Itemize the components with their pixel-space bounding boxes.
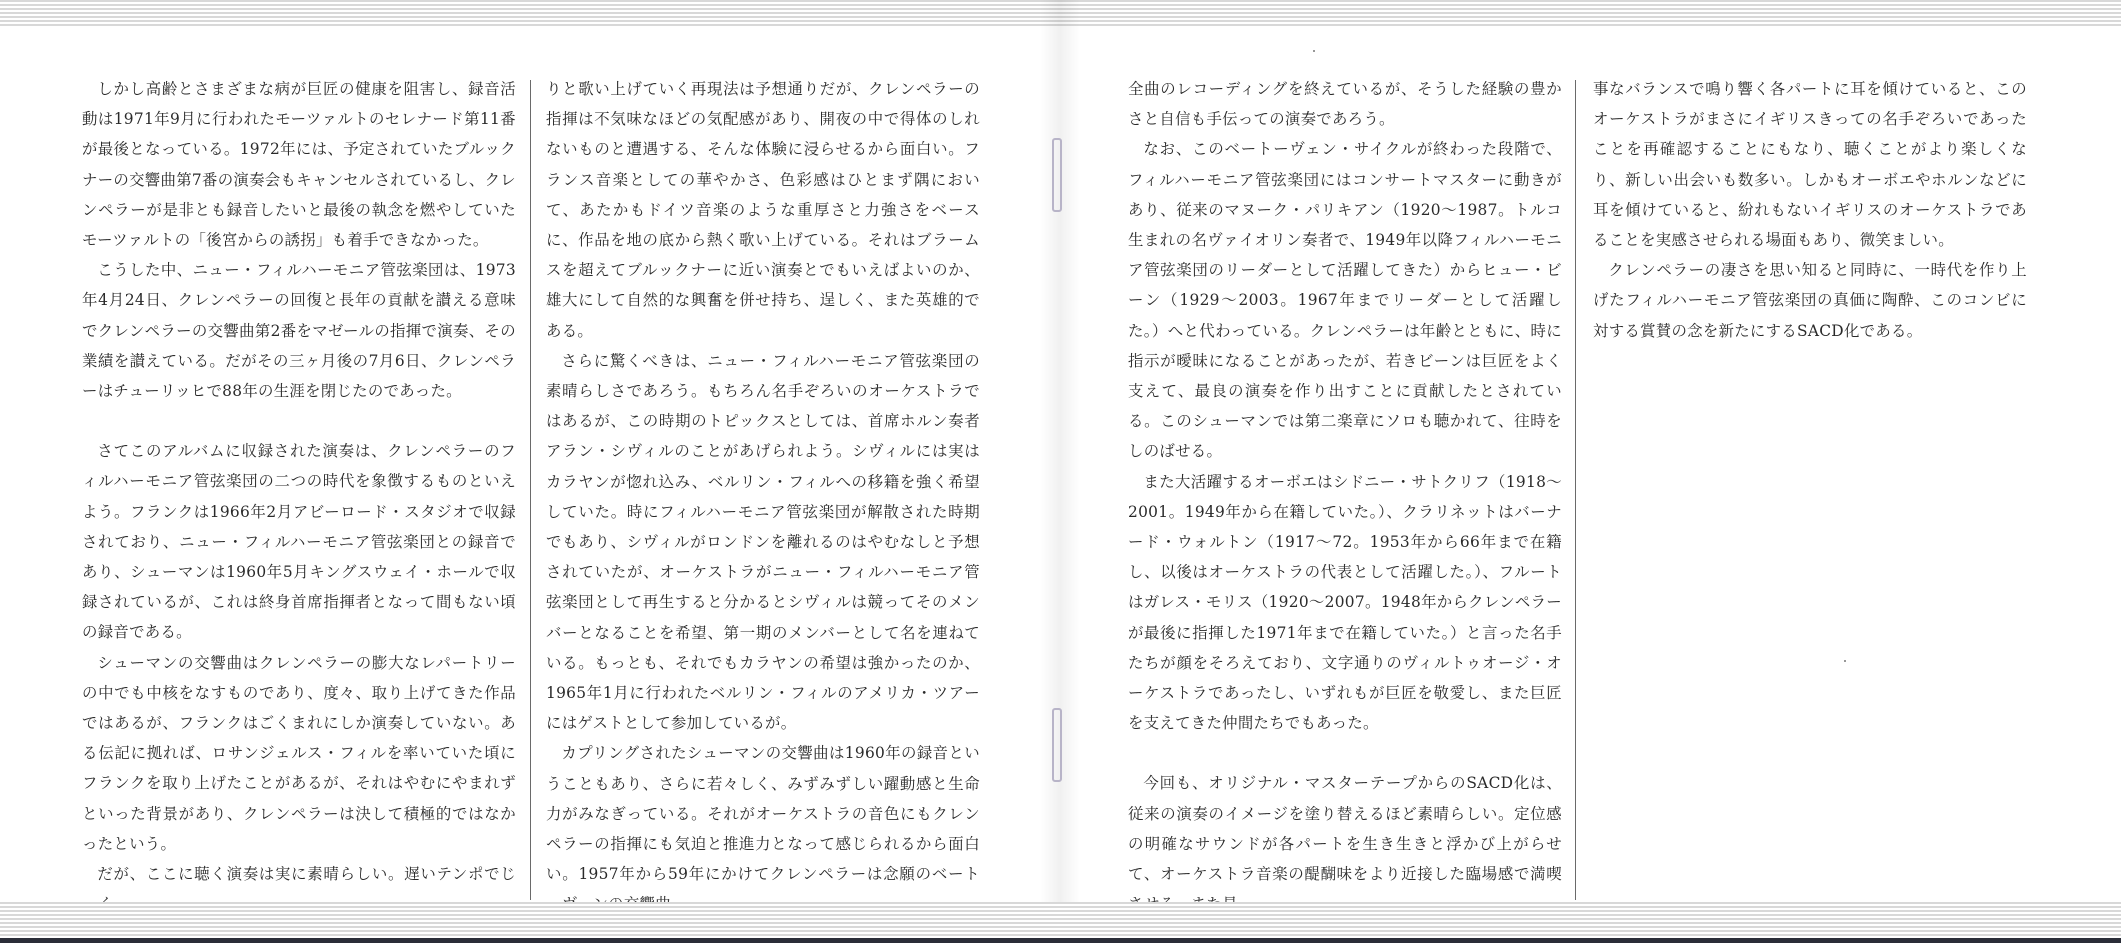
body-paragraph: こうした中、ニュー・フィルハーモニア管弦楽団は、1973年4月24日、クレンペラーの回復と長年の貢献を讃える意味でクレンペラーの交響曲第2番をマゼールの指揮で演奏、その業績を讃えている。だがその三ヶ月後の7月6日、クレンペラーはチューリッヒで88年の生涯を閉じたのであった。 bbox=[82, 261, 516, 401]
body-paragraph: 事なバランスで鳴り響く各パートに耳を傾けていると、このオーケストラがまさにイギリスきっての名手ぞろいであったことを再確認することにもなり、聴くことがより楽しくなり、新しい出会いも数多い。しかもオーボエやホルンなどに耳を傾けていると、紛れもないイギリスのオーケストラであることを実感させられる場面もあり、微笑ましい。 bbox=[1593, 80, 2027, 250]
bottom-stripe-band bbox=[0, 902, 2121, 938]
body-paragraph: カプリングされたシューマンの交響曲は1960年の録音ということもあり、さらに若々しく、みずみずしい躍動感と生命力がみなぎっている。それがオーケストラの音色にもクレンペラーの指揮にも気迫と推進力となって感じられるから面白い。1957年から59年にかけてクレンペラーは念願のベート bbox=[546, 744, 980, 884]
body-paragraph: なお、このベートーヴェン・サイクルが終わった段階で、フィルハーモニア管弦楽団にはコンサートマスターに動きがあり、従来のマヌーク・パリキアン（1920～1987。トルコ生まれの名ヴァイオリン奏者で、1949年以降フィルハーモニア管弦楽団のリーダーとして活躍してきた）からヒュー・ビーン（1929～2003。1967年までリーダーとして活躍した。）へと代わっている。クレンペラーは年齢とともに、時に指示が曖昧になることがあったが、若きビーンは巨匠をよく支えて、最良の演奏を作り出すことに貢献したとされている。このシューマンでは第二楽章にソロも聴かれて、往時をしのばせる。 bbox=[1128, 140, 1562, 461]
body-paragraph: 今回も、オリジナル・マスターテープからのSACD化は、従来の演奏のイメージを塗り替えるほど素晴らしい。定位感の明確なサウンドが各パートを生き生きと浮かび上がらせて、オーケストラ音楽の醍醐味をより近接した臨場感で満喫 bbox=[1128, 774, 1562, 884]
body-paragraph: しかし高齢とさまざまな病が巨匠の健康を阻害し、録音活動は1971年9月に行われたモーツァルトのセレナード第11番が最後となっている。1972年には、予定されていたブルックナーの交響曲第7番の演奏会もキャンセルされているし、クレンペラーが是非とも録音したいと最後の執念を燃やしていたモーツァルトの「後宮からの誘拐」も着手できなかった。 bbox=[82, 80, 516, 250]
bottom-edge bbox=[0, 938, 2121, 943]
paper-speck bbox=[1313, 50, 1315, 52]
body-paragraph: クレンペラーの凄さを思い知ると同時に、一時代を作り上げたフィルハーモニア管弦楽団の真価に陶酔、このコンビに対する賞賛の念を新たにするSACD化である。 bbox=[1593, 261, 2027, 340]
column-divider-left-page bbox=[530, 80, 531, 900]
text-column-3 bbox=[1128, 74, 1562, 884]
body-paragraph: シューマンの交響曲はクレンペラーの膨大なレパートリーの中でも中核をなすものであり、度々、取り上げてきた作品ではあるが、フランクはごくまれにしか演奏していない。ある伝記に拠れば、ロサンジェルス・フィルを率いていた頃にフランクを取り上げたことがあるが、それはやむにやまれずといった背景があり、クレンペラーは決して積極的ではなかったという。 bbox=[82, 653, 516, 853]
body-paragraph: さらに驚くべきは、ニュー・フィルハーモニア管弦楽団の素晴らしさであろう。もちろん名手ぞろいのオーケストラではあるが、この時期のトピックスとしては、首席ホルン奏者アラン・シヴィルのことがあげられよう。シヴィルには実はカラヤンが惚れ込み、ベルリン・フィルへの移籍を強く希望していた。時にフィルハーモニア管弦楽団が解散された時期でもあり、シヴィルがロンドンを離れるのはやむなしと予想されていたが、オーケストラがニュー・フィルハーモニア管弦楽団として再生すると分かるとシヴィルは競ってそのメンバーとなることを希望、第一期のメンバーとして名を連ねている。もっとも、それでもカラヤンの希望は強かったのか、1965年1月に行われたベルリン・フィルのアメリカ・ツアーにはゲストとして参加しているが。 bbox=[546, 351, 980, 733]
text-column-2 bbox=[546, 74, 980, 884]
body-paragraph: りと歌い上げていく再現法は予想通りだが、クレンペラーの指揮は不気味なほどの気配感があり、開夜の中で得体のしれないものと遭遇する、そんな体験に浸らせるから面白い。フランス音楽としての華やかさ、色彩感はひとまず隅において、あたかもドイツ音楽のような重厚さと力強さをベースに、作品を地の底から熱く歌い上げている。それはブラームスを超えてブルックナーに近い演奏とでもいえばよいのか、雄大にして自然的な興奮を併せ持ち、逞しく、また英雄的である。 bbox=[546, 80, 980, 340]
text-column-4 bbox=[1593, 74, 2027, 854]
body-paragraph: さてこのアルバムに収録された演奏は、クレンペラーのフィルハーモニア管弦楽団の二つの時代を象徴するものといえよう。フランクは1966年2月アビーロード・スタジオで収録されており、ニュー・フィルハーモニア管弦楽団との録音であり、シューマンは1960年5月キングスウェイ・ホールで収録されているが、これは終身首席指揮者となって間もない頃の録音である。 bbox=[82, 442, 516, 642]
body-paragraph: また大活躍するオーボエはシドニー・サトクリフ（1918～2001。1949年から在籍していた。）、クラリネットはバーナード・ウォルトン（1917～72。1953年から66年まで在籍し、以後はオーケストラの代表として活躍した。）、フルートはガレス・モリス（1920～2007。1948年からクレンペラーが最後に指揮した1971年まで在籍していた。）と言った名手たちが顔をそろえており、文字通りのヴィルトゥオージ・オーケストラであったし、いずれもが巨匠を敬愛し、また巨匠を支えてきた仲間たちでもあった。 bbox=[1128, 472, 1562, 733]
body-paragraph: だが、ここに聴く演奏は実に素晴らしい。遅いテンポでじ bbox=[97, 865, 516, 884]
paper-speck bbox=[1844, 660, 1846, 662]
lower-staple bbox=[1052, 708, 1062, 782]
body-paragraph: 全曲のレコーディングを終えているが、そうした経験の豊かさと自信も手伝っての演奏であろう。 bbox=[1128, 80, 1562, 129]
paragraph-gap bbox=[1128, 738, 1562, 768]
upper-staple bbox=[1052, 138, 1062, 212]
text-column-1 bbox=[82, 74, 516, 884]
paragraph-gap bbox=[82, 406, 516, 436]
column-divider-right-page bbox=[1575, 80, 1576, 900]
